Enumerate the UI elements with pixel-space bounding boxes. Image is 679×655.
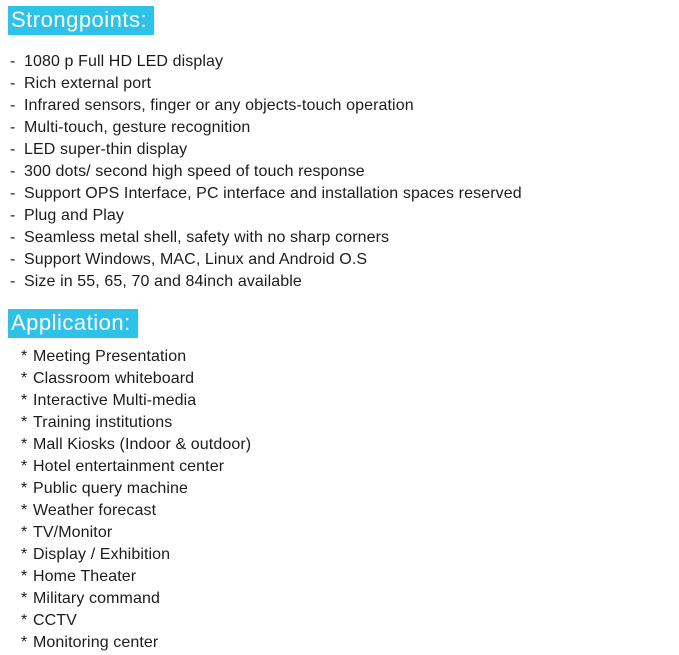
- strongpoints-list: [0, 51, 679, 293]
- list-item: [0, 610, 679, 632]
- application-list: [0, 346, 679, 654]
- section-strongpoints: [0, 6, 679, 293]
- list-item-text: CCTV: [33, 612, 77, 629]
- list-item: [0, 588, 679, 610]
- list-item: [0, 544, 679, 566]
- list-item-text: Plug and Play: [24, 207, 125, 224]
- list-item: [0, 632, 679, 654]
- list-item-text: Rich external port: [24, 75, 152, 92]
- section-title: Strongpoints:: [8, 6, 154, 35]
- list-item: [0, 522, 679, 544]
- star-bullet: *: [21, 348, 28, 365]
- list-item: [0, 390, 679, 412]
- star-bullet: *: [21, 524, 28, 541]
- star-bullet: *: [21, 436, 28, 453]
- star-bullet: *: [21, 502, 28, 519]
- star-bullet: *: [21, 458, 28, 475]
- star-bullet: *: [21, 634, 28, 651]
- list-item: [0, 434, 679, 456]
- list-item: [0, 478, 679, 500]
- list-item-text: Interactive Multi-media: [33, 392, 197, 409]
- list-item: [0, 566, 679, 588]
- document-page: [0, 6, 679, 655]
- list-item-text: Weather forecast: [33, 502, 157, 519]
- list-item: [0, 500, 679, 522]
- list-item-text: LED super-thin display: [24, 141, 188, 158]
- list-item-text: Support OPS Interface, PC interface and installation spaces reserved: [24, 185, 522, 202]
- star-bullet: *: [21, 370, 28, 387]
- list-item: [0, 73, 679, 95]
- list-item: [0, 412, 679, 434]
- list-item: [0, 249, 679, 271]
- dash-bullet: -: [10, 75, 16, 92]
- list-item-text: 1080 p Full HD LED display: [24, 53, 224, 70]
- star-bullet: *: [21, 612, 28, 629]
- list-item-text: 300 dots/ second high speed of touch response: [24, 163, 365, 180]
- list-item-text: Monitoring center: [33, 634, 159, 651]
- section-title: Application:: [8, 309, 138, 338]
- list-item: [0, 271, 679, 293]
- star-bullet: *: [21, 480, 28, 497]
- dash-bullet: -: [10, 207, 16, 224]
- list-item-text: Multi-touch, gesture recognition: [24, 119, 251, 136]
- list-item: [0, 368, 679, 390]
- list-item: [0, 346, 679, 368]
- list-item-text: Seamless metal shell, safety with no sharp corners: [24, 229, 390, 246]
- list-item-text: Meeting Presentation: [33, 348, 187, 365]
- list-item-text: Display / Exhibition: [33, 546, 171, 563]
- list-item-text: Size in 55, 65, 70 and 84inch available: [24, 273, 302, 290]
- section-application: [0, 309, 679, 654]
- dash-bullet: -: [10, 53, 16, 70]
- list-item: [0, 95, 679, 117]
- application-heading: [8, 309, 679, 338]
- star-bullet: *: [21, 546, 28, 563]
- dash-bullet: -: [10, 229, 16, 246]
- list-item: [0, 51, 679, 73]
- dash-bullet: -: [10, 141, 16, 158]
- list-item: [0, 227, 679, 249]
- list-item-text: Home Theater: [33, 568, 137, 585]
- star-bullet: *: [21, 590, 28, 607]
- list-item: [0, 139, 679, 161]
- strongpoints-heading: [8, 6, 679, 35]
- star-bullet: *: [21, 392, 28, 409]
- list-item: [0, 117, 679, 139]
- list-item: [0, 183, 679, 205]
- dash-bullet: -: [10, 97, 16, 114]
- list-item-text: Infrared sensors, finger or any objects-touch operation: [24, 97, 414, 114]
- list-item: [0, 161, 679, 183]
- list-item-text: TV/Monitor: [33, 524, 113, 541]
- dash-bullet: -: [10, 119, 16, 136]
- star-bullet: *: [21, 568, 28, 585]
- dash-bullet: -: [10, 251, 16, 268]
- star-bullet: *: [21, 414, 28, 431]
- list-item-text: Hotel entertainment center: [33, 458, 225, 475]
- list-item-text: Military command: [33, 590, 160, 607]
- list-item-text: Support Windows, MAC, Linux and Android O.S: [24, 251, 368, 268]
- list-item-text: Public query machine: [33, 480, 188, 497]
- list-item-text: Training institutions: [33, 414, 173, 431]
- dash-bullet: -: [10, 163, 16, 180]
- dash-bullet: -: [10, 185, 16, 202]
- list-item-text: Mall Kiosks (Indoor & outdoor): [33, 436, 252, 453]
- list-item: [0, 456, 679, 478]
- dash-bullet: -: [10, 273, 16, 290]
- list-item: [0, 205, 679, 227]
- list-item-text: Classroom whiteboard: [33, 370, 195, 387]
